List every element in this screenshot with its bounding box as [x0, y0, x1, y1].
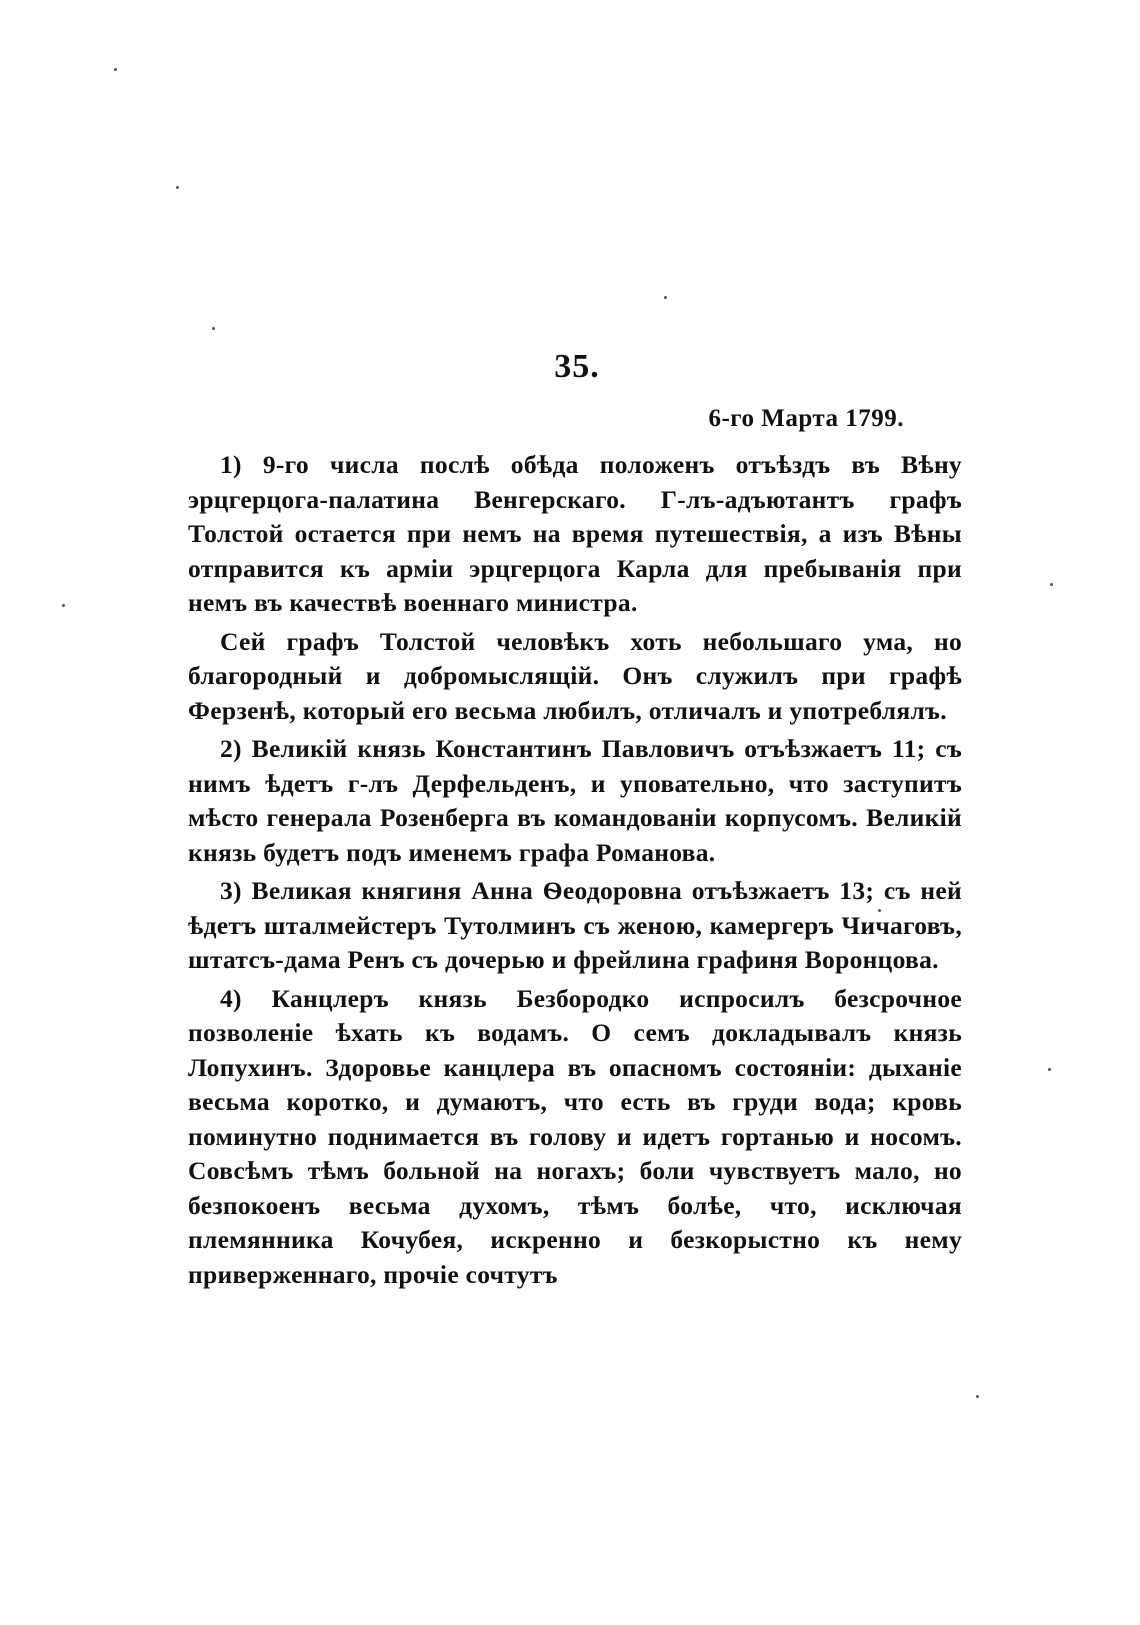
scan-speck	[212, 327, 215, 330]
scan-speck	[1048, 1068, 1051, 1071]
scan-speck	[62, 604, 65, 607]
paragraph-1: 1) 9-го числа послѣ обѣда положенъ отъѣздъ въ Вѣну эрцгерцога-палатина Венгерскаго. Г-лъ-адъютантъ графъ Толстой остается при немъ на время путешествія, а изъ Вѣны отправится къ арміи эрцгерцога Карла для пребыванія при немъ въ качествѣ военнаго министра.	[188, 450, 962, 617]
document-body	[188, 448, 962, 1296]
scan-speck	[664, 296, 667, 299]
paragraph-3: 2) Великій князь Константинъ Павловичъ отъѣзжаетъ 11; съ нимъ ѣдетъ г-лъ Дерфельденъ, и уповательно, что заступитъ мѣсто генерала Розенберга въ командованіи корпусомъ. Великій князь будетъ подъ именемъ графа Романова.	[188, 734, 962, 867]
scan-speck	[1050, 583, 1053, 586]
paragraph-4: 3) Великая княгиня Анна Ѳеодоровна отъѣзжаетъ 13; съ ней ѣдетъ шталмейстеръ Тутолминъ съ женою, камергеръ Чичаговъ, штатсъ-дама Ренъ съ дочерью и фрейлина графиня Воронцова.	[188, 876, 962, 974]
scan-speck	[976, 1395, 979, 1398]
document-number: 35.	[554, 348, 600, 385]
paragraph-5: 4) Канцлеръ князь Безбородко испросилъ безсрочное позволеніе ѣхать къ водамъ. О семъ докладывалъ князь Лопухинъ. Здоровье канцлера въ опасномъ состояніи: дыханіе весьма коротко, и думаютъ, что есть въ груди вода; кровь поминутно поднимается въ голову и идетъ гортанью и носомъ. Совсѣмъ тѣмъ больной на ногахъ; боли чувствуетъ мало, но безпокоенъ весьма духомъ, тѣмъ болѣе, что, исключая племянника Кочубея, искренно и безкорыстно къ нему приверженнаго, прочіе сочтутъ	[188, 983, 962, 1289]
scan-speck	[114, 68, 117, 71]
paragraph-2: Сей графъ Толстой человѣкъ хоть небольшаго ума, но благородный и добромыслящій. Онъ служилъ при графѣ Ферзенѣ, который его весьма любилъ, отличалъ и употреблялъ.	[188, 626, 962, 725]
scan-speck	[176, 186, 179, 189]
document-date: 6-го Марта 1799.	[708, 405, 904, 432]
